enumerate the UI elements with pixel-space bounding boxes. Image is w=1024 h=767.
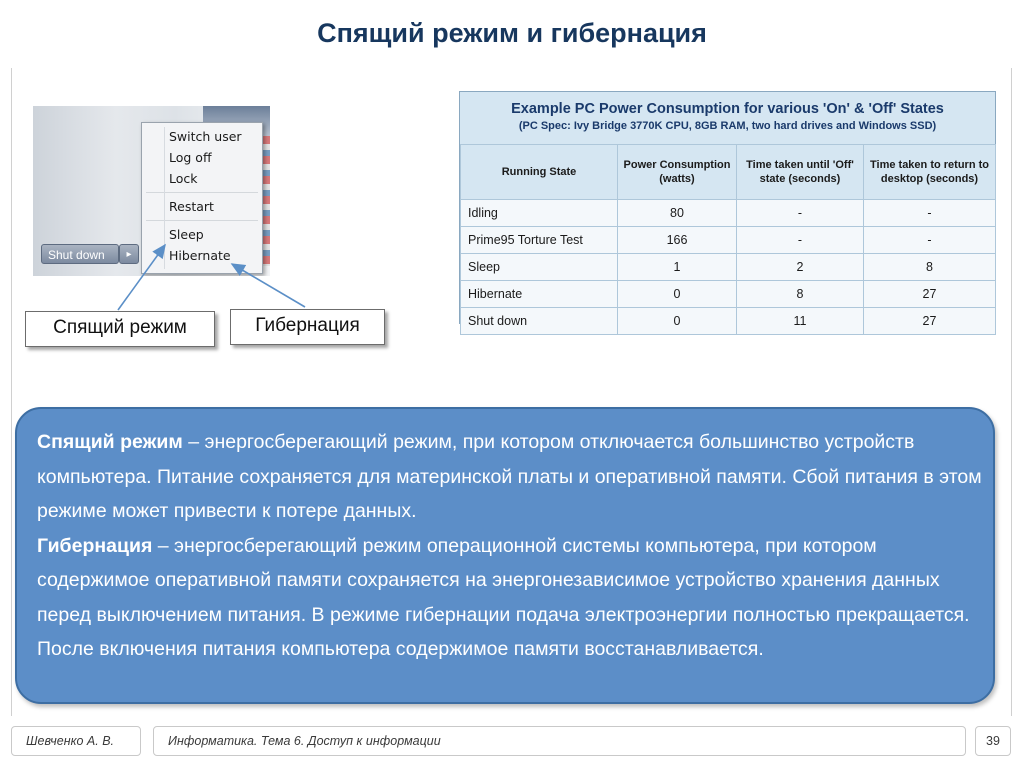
table-cell: - <box>864 200 996 227</box>
power-consumption-table <box>459 91 996 328</box>
page-number: 39 <box>975 726 1011 756</box>
table-cell: Idling <box>461 200 618 227</box>
table-cell: Hibernate <box>461 281 618 308</box>
table-subtitle: (PC Spec: Ivy Bridge 3770K CPU, 8GB RAM, two hard drives and Windows SSD) <box>518 120 937 132</box>
table-row <box>461 308 996 335</box>
table-cell: Prime95 Torture Test <box>461 227 618 254</box>
sleep-callout-label: Спящий режим <box>25 311 215 347</box>
column-header: Power Consumption (watts) <box>618 145 737 200</box>
hibernate-arrow <box>232 264 305 307</box>
shut-down-arrow-icon[interactable]: ▸ <box>119 244 139 264</box>
table-cell: 8 <box>864 254 996 281</box>
menu-item-hibernate[interactable]: Hibernate <box>169 248 231 263</box>
menu-item-log-off[interactable]: Log off <box>169 150 212 165</box>
slide-title: Спящий режим и гибернация <box>317 18 707 48</box>
menu-item-sleep[interactable]: Sleep <box>169 227 204 242</box>
table-header-block <box>460 92 995 144</box>
table-cell: Shut down <box>461 308 618 335</box>
menu-item-lock[interactable]: Lock <box>169 171 198 186</box>
footer-course: Информатика. Тема 6. Доступ к информации <box>153 726 966 756</box>
table-cell: 27 <box>864 281 996 308</box>
table-row <box>461 254 996 281</box>
menu-item-switch-user[interactable]: Switch user <box>169 129 242 144</box>
menu-item-restart[interactable]: Restart <box>169 199 214 214</box>
column-header: Time taken to return to desktop (seconds) <box>864 145 996 200</box>
table-cell: 2 <box>737 254 864 281</box>
table-cell: - <box>737 227 864 254</box>
table-cell: 80 <box>618 200 737 227</box>
sleep-term: Спящий режим <box>37 431 183 453</box>
table-cell: - <box>737 200 864 227</box>
table-title: Example PC Power Consumption for various 'On' & 'Off' States <box>511 101 944 117</box>
table-cell: 1 <box>618 254 737 281</box>
table-row <box>461 227 996 254</box>
hibernate-definition: – энергосберегающий режим операционной системы компьютера, при котором содержимое оперативной памяти сохраняется на энергонезависимое устройство хранения данных перед выключением питания. В режиме гибернации подача электроэнергии полностью прекращается. После включения питания компьютера содержимое памяти восстанавливается. <box>37 534 970 660</box>
table-cell: 8 <box>737 281 864 308</box>
table-cell: 0 <box>618 281 737 308</box>
sleep-definition: – энергосберегающий режим, при котором отключается большинство устройств компьютера. Питание сохраняется для материнской платы и оперативной памяти. Сбой питания в этом режиме может привести к потере данных. <box>37 431 982 522</box>
definitions-text <box>37 425 982 667</box>
column-header: Time taken until 'Off' state (seconds) <box>737 145 864 200</box>
power-table-grid <box>460 144 996 335</box>
table-cell: Sleep <box>461 254 618 281</box>
column-header: Running State <box>461 145 618 200</box>
table-header-row <box>461 145 996 200</box>
table-cell: 0 <box>618 308 737 335</box>
table-row <box>461 200 996 227</box>
shut-down-button[interactable]: Shut down <box>41 244 119 264</box>
table-cell: 166 <box>618 227 737 254</box>
hibernate-term: Гибернация <box>37 534 153 557</box>
footer-author: Шевченко А. В. <box>11 726 141 756</box>
table-cell: - <box>864 227 996 254</box>
table-row <box>461 281 996 308</box>
definitions-box <box>15 407 995 704</box>
hibernate-callout-label: Гибернация <box>230 309 385 345</box>
table-cell: 11 <box>737 308 864 335</box>
table-cell: 27 <box>864 308 996 335</box>
sleep-arrow <box>118 245 165 310</box>
